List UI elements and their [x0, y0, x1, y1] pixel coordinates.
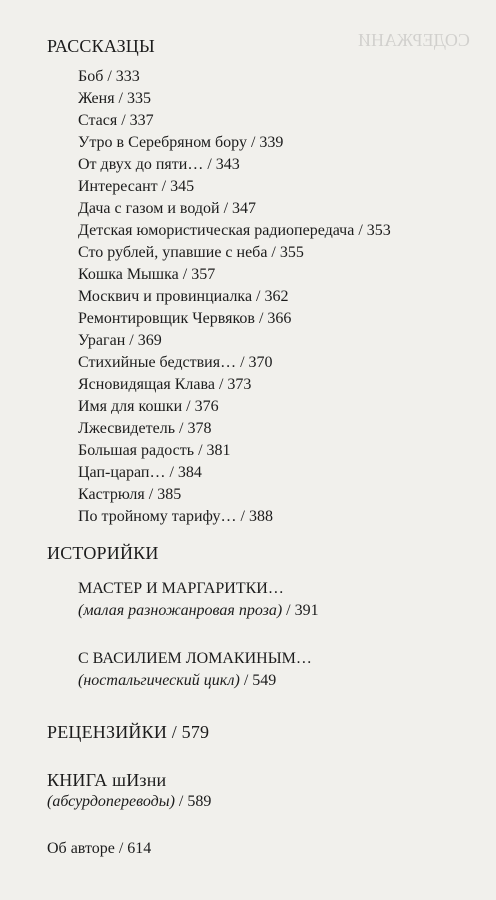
toc-page-number: / 549 — [239, 672, 277, 689]
bleed-heading: СОДЕРЖАНИ — [358, 30, 470, 50]
toc-item[interactable]: Сто рублей, упавшие с неба / 355 — [78, 244, 304, 261]
toc-item[interactable]: Большая радость / 381 — [78, 442, 231, 459]
toc-item[interactable]: Ремонтировщик Червяков / 366 — [78, 310, 292, 327]
toc-item[interactable]: Боб / 333 — [78, 68, 140, 85]
toc-subsection-subtitle[interactable] — [78, 672, 276, 690]
toc-subsection-subtitle[interactable] — [78, 602, 319, 620]
toc-subsection-title[interactable]: МАСТЕР И МАРГАРИТКИ… — [78, 580, 284, 597]
toc-item[interactable]: Стихийные бедствия… / 370 — [78, 354, 273, 371]
toc-item[interactable]: Утро в Серебряном бору / 339 — [78, 134, 284, 151]
toc-item[interactable]: Стася / 337 — [78, 112, 154, 129]
toc-item[interactable]: Москвич и провинциалка / 362 — [78, 288, 289, 305]
toc-subtitle-text: (абсурдопереводы) — [47, 793, 175, 810]
toc-item[interactable]: Имя для кошки / 376 — [78, 398, 219, 415]
toc-item[interactable]: Дача с газом и водой / 347 — [78, 200, 257, 217]
toc-page-number: / 391 — [282, 602, 319, 619]
section-heading-istoriyki: ИСТОРИЙКИ — [47, 543, 159, 563]
toc-subsection-title[interactable]: С ВАСИЛИЕМ ЛОМАКИНЫМ… — [78, 650, 312, 667]
toc-kniga-subtitle[interactable] — [47, 793, 211, 811]
toc-about-author[interactable]: Об авторе / 614 — [47, 840, 152, 857]
toc-item[interactable]: Ураган / 369 — [78, 332, 162, 349]
toc-subtitle-text: (малая разножанровая проза) — [78, 602, 283, 619]
toc-item[interactable]: Кастрюля / 385 — [78, 486, 182, 503]
toc-item[interactable]: Лжесвидетель / 378 — [78, 420, 212, 437]
toc-subtitle-text: (ностальгический цикл) — [78, 672, 240, 689]
toc-item[interactable]: Кошка Мышка / 357 — [78, 266, 216, 283]
toc-item[interactable]: Цап-царап… / 384 — [78, 464, 202, 481]
toc-page-number: / 589 — [174, 793, 212, 810]
toc-item[interactable]: От двух до пяти… / 343 — [78, 156, 240, 173]
toc-item[interactable]: Интересант / 345 — [78, 178, 195, 195]
section-heading-rasskazy: РАССКАЗЦЫ — [47, 36, 155, 56]
toc-item[interactable]: Женя / 335 — [78, 90, 151, 107]
section-heading-retsenziyki[interactable]: РЕЦЕНЗИЙКИ / 579 — [47, 722, 210, 742]
section-heading-kniga[interactable]: КНИГА шИзни — [47, 770, 167, 790]
toc-item[interactable]: Ясновидящая Клава / 373 — [78, 376, 252, 393]
toc-item[interactable]: По тройному тарифу… / 388 — [78, 508, 273, 525]
toc-item[interactable]: Детская юмористическая радиопередача / 353 — [78, 222, 391, 239]
